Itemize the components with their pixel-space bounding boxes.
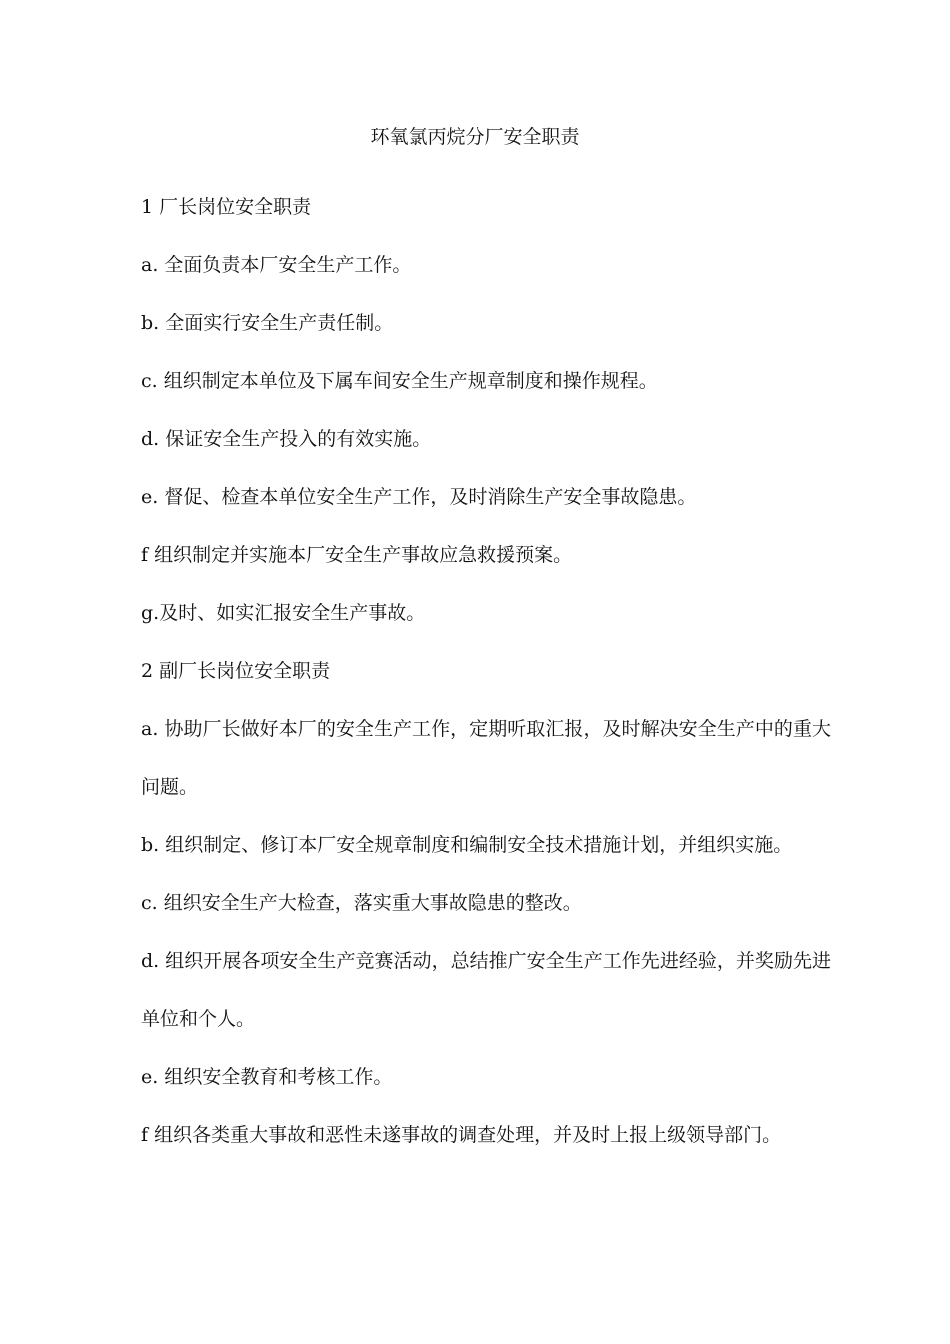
paragraph-2d: d. 组织开展各项安全生产竞赛活动，总结推广安全生产工作先进经验，并奖励先进单位和个人。 <box>141 950 831 1030</box>
paragraph-2a: a. 协助厂长做好本厂的安全生产工作，定期听取汇报，及时解决安全生产中的重大问题。 <box>141 718 831 798</box>
paragraph-1g: g.及时、如实汇报安全生产事故。 <box>141 602 426 624</box>
paragraph-1e: e. 督促、检查本单位安全生产工作，及时消除生产安全事故隐患。 <box>141 486 697 508</box>
paragraph-1f: f 组织制定并实施本厂安全生产事故应急救援预案。 <box>141 544 573 566</box>
paragraph-2e: e. 组织安全教育和考核工作。 <box>141 1066 393 1088</box>
paragraph-1c: c. 组织制定本单位及下属车间安全生产规章制度和操作规程。 <box>141 370 658 392</box>
paragraph-1d: d. 保证安全生产投入的有效实施。 <box>141 428 432 450</box>
section-heading-2: 2 副厂长岗位安全职责 <box>141 660 331 682</box>
paragraph-2f: f 组织各类重大事故和恶性未遂事故的调查处理，并及时上报上级领导部门。 <box>141 1124 782 1146</box>
paragraph-2c: c. 组织安全生产大检查，落实重大事故隐患的整改。 <box>141 892 582 914</box>
document-title: 环氧氯丙烷分厂安全职责 <box>370 126 580 148</box>
document-body <box>141 178 831 1164</box>
paragraph-1a: a. 全面负责本厂安全生产工作。 <box>141 254 412 276</box>
paragraph-1b: b. 全面实行安全生产责任制。 <box>141 312 394 334</box>
paragraph-2b: b. 组织制定、修订本厂安全规章制度和编制安全技术措施计划，并组织实施。 <box>141 834 793 856</box>
section-heading-1: 1 厂长岗位安全职责 <box>141 196 312 218</box>
